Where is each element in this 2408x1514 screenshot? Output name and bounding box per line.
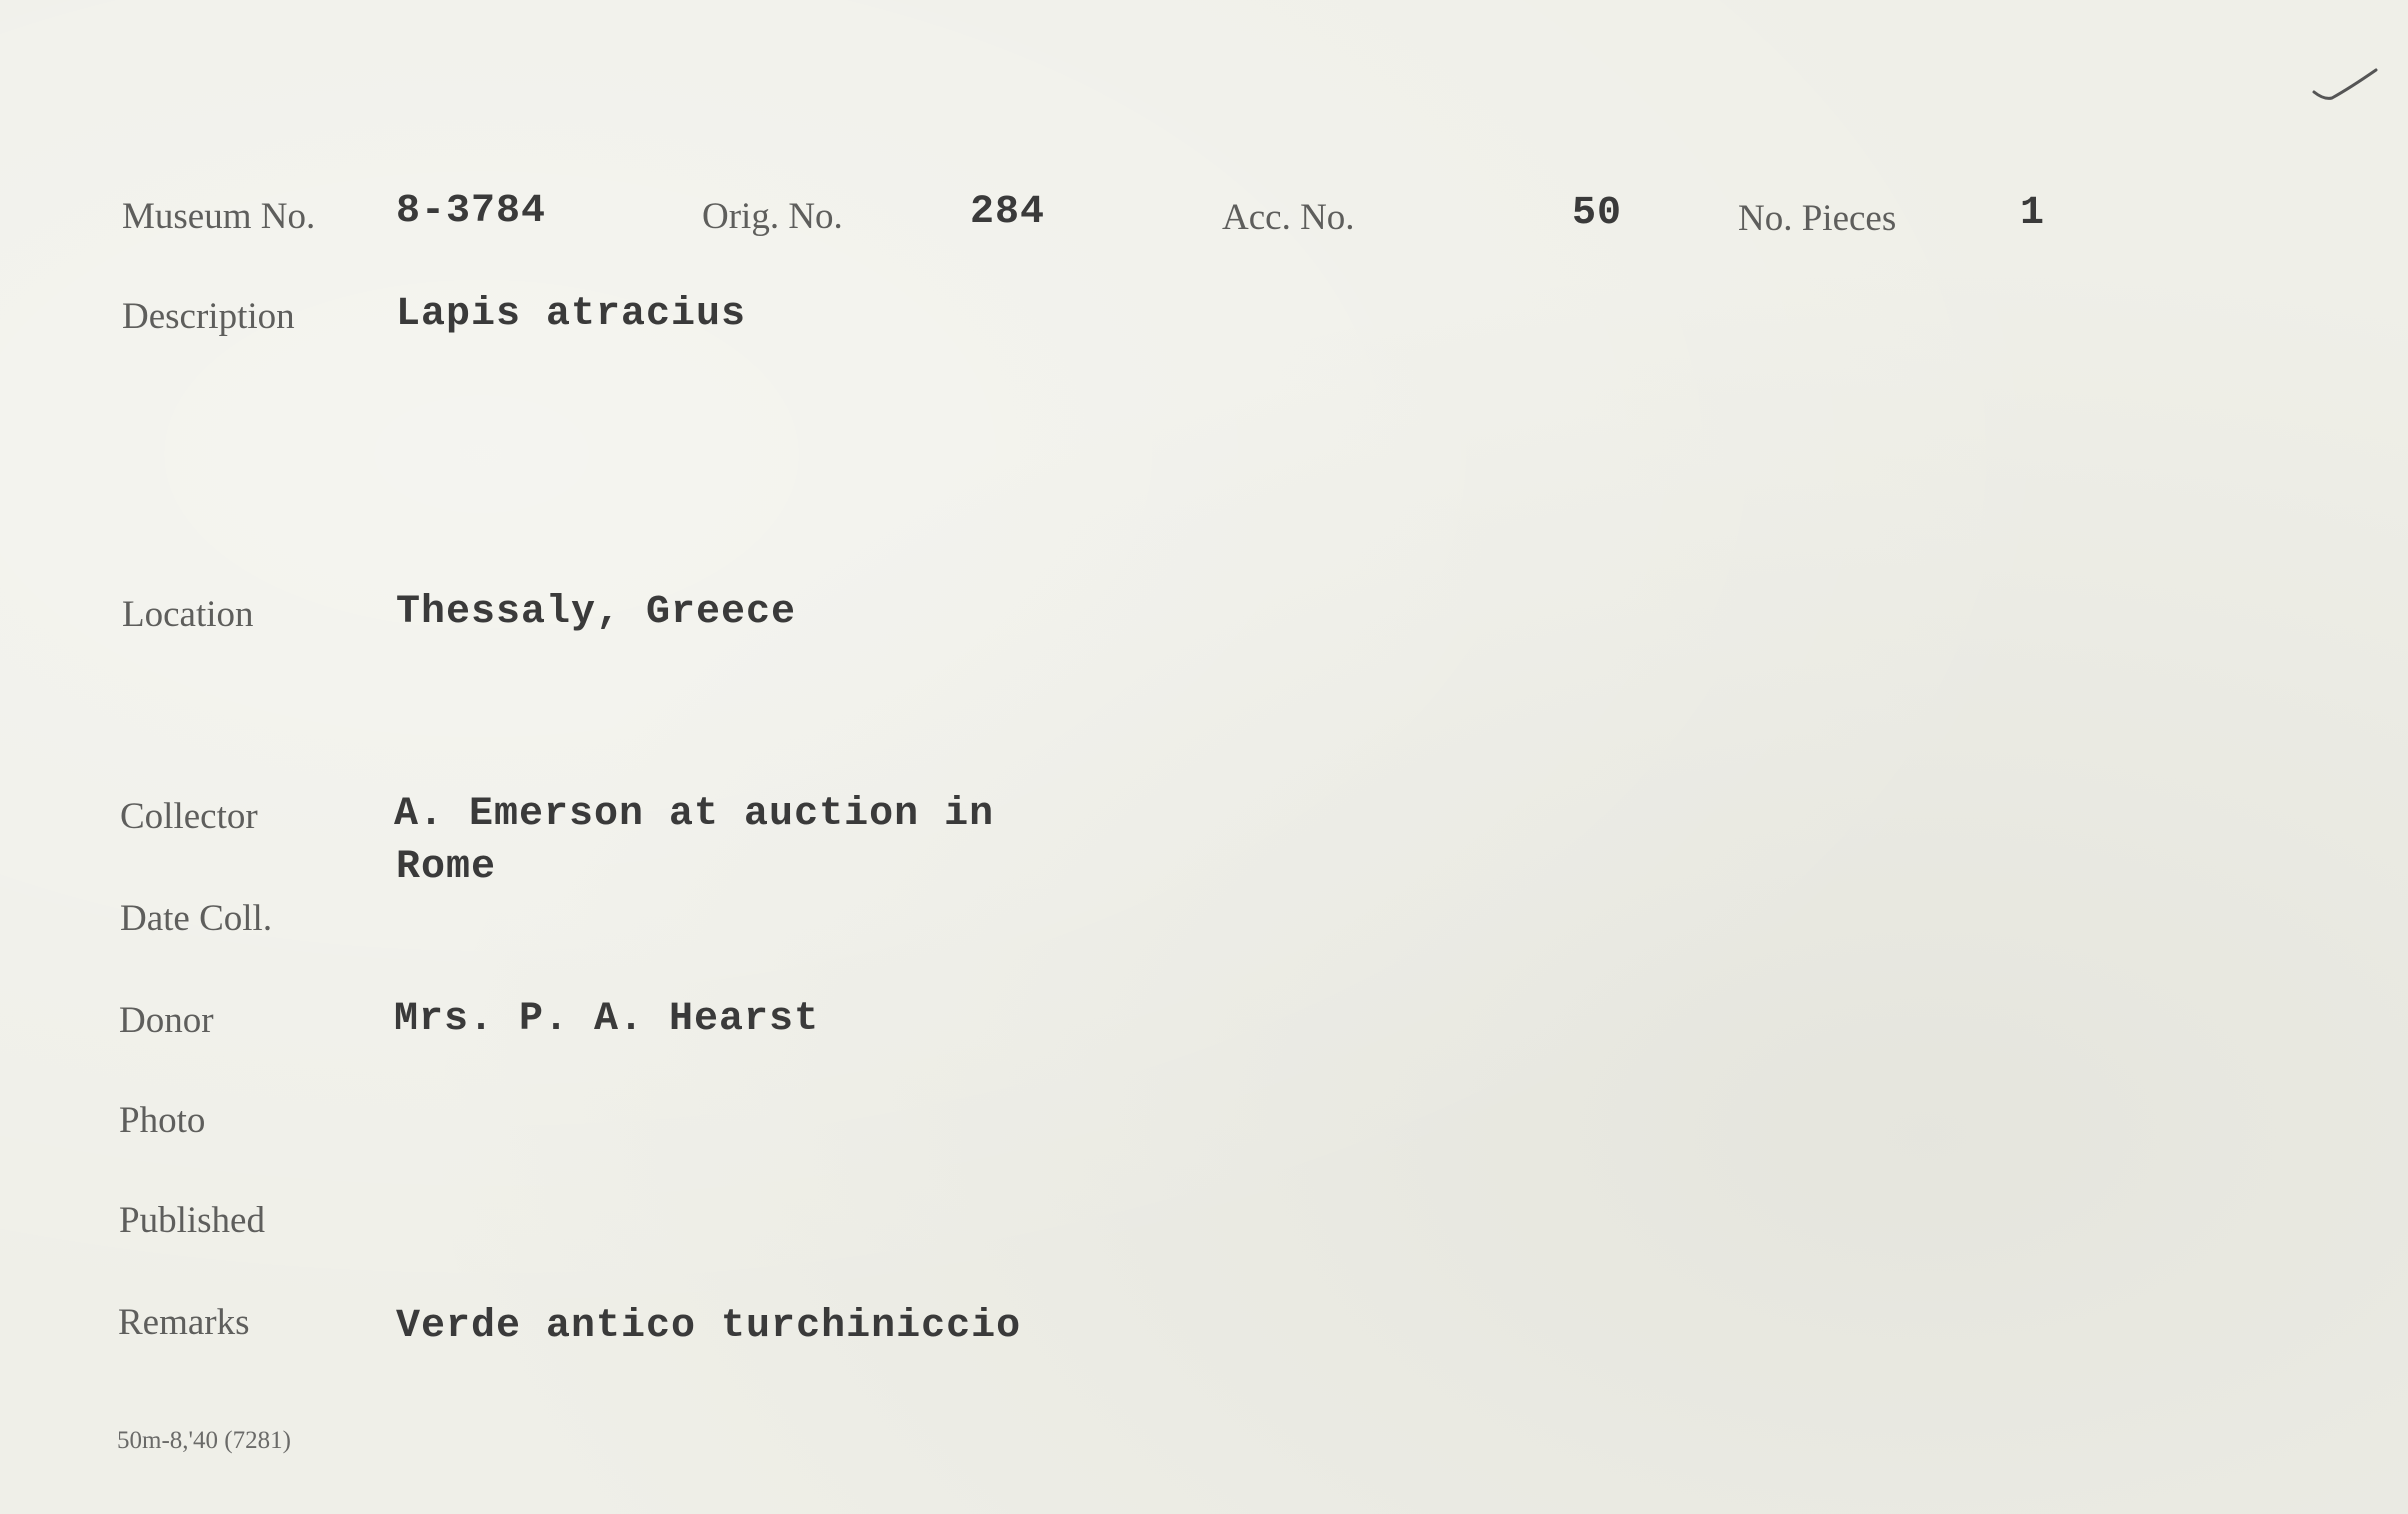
date-coll-label: Date Coll. — [120, 898, 273, 939]
location-label: Location — [122, 594, 254, 635]
museum-no-value: 8-3784 — [396, 189, 547, 234]
remarks-value: Verde antico turchiniccio — [396, 1304, 1022, 1349]
description-value: Lapis atracius — [396, 292, 747, 337]
remarks-label: Remarks — [118, 1302, 250, 1343]
collector-label: Collector — [120, 796, 258, 837]
print-code: 50m-8,'40 (7281) — [117, 1427, 291, 1454]
acc-no-value: 50 — [1572, 191, 1623, 236]
collector-value-line2: Rome — [396, 845, 497, 890]
collector-value-line1: A. Emerson at auction in — [394, 792, 995, 837]
museum-no-label: Museum No. — [122, 196, 316, 237]
published-label: Published — [119, 1200, 265, 1241]
orig-no-value: 284 — [970, 190, 1046, 235]
location-value: Thessaly, Greece — [396, 590, 797, 635]
description-label: Description — [122, 296, 295, 337]
no-pieces-label: No. Pieces — [1738, 198, 1897, 239]
acc-no-label: Acc. No. — [1222, 197, 1355, 238]
donor-label: Donor — [119, 1000, 214, 1041]
donor-value: Mrs. P. A. Hearst — [394, 997, 820, 1042]
orig-no-label: Orig. No. — [702, 196, 843, 237]
check-icon — [2310, 62, 2380, 112]
no-pieces-value: 1 — [2020, 191, 2046, 236]
photo-label: Photo — [119, 1100, 206, 1141]
